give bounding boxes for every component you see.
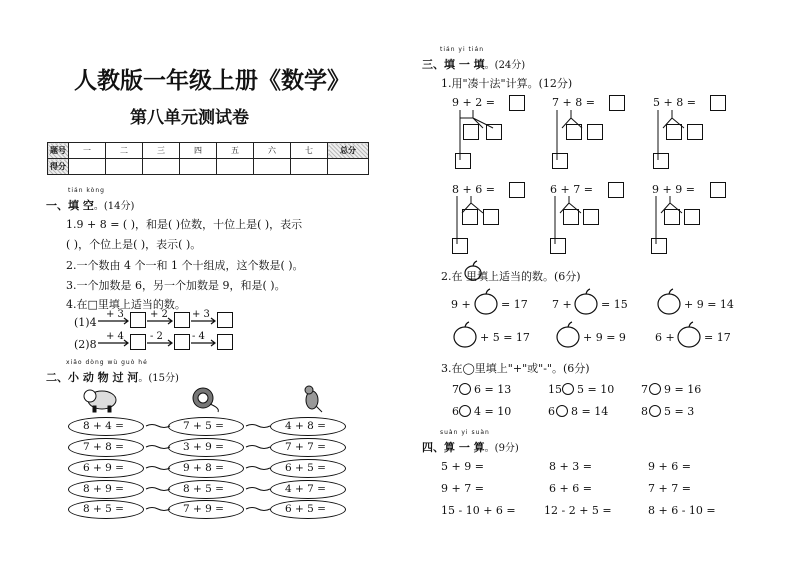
bond-box[interactable] (687, 124, 703, 140)
wave-line (246, 446, 270, 449)
circle-eq-right: 9 = 16 (664, 383, 702, 396)
sec2-pinyin: xiǎo dòng wù guò hé (66, 359, 148, 366)
apple-icon (475, 289, 497, 314)
operator-circle[interactable] (459, 405, 471, 417)
score-header-cell: 六 (254, 143, 291, 159)
bond-box[interactable] (462, 209, 478, 225)
chain2-start: (2)8 (74, 338, 97, 351)
apple-icon (557, 322, 579, 347)
wave-line (146, 488, 170, 491)
circle-eq-right: 8 = 14 (571, 405, 609, 418)
chain1-op: + 2 (150, 309, 168, 320)
chain1-op: + 3 (192, 309, 210, 320)
apple-icon (658, 289, 680, 314)
pig-icon (84, 390, 116, 412)
sec3-number: 三、 (422, 58, 444, 71)
chain2-op: - 2 (150, 331, 163, 342)
bond-equation: 8 + 6 = (452, 183, 495, 196)
score-header-cell: 总分 (328, 143, 369, 159)
river-stone[interactable]: 9 + 8 = (168, 459, 244, 478)
bond-box[interactable] (664, 209, 680, 225)
river-stone[interactable]: 7 + 7 = (270, 438, 346, 457)
sec1-q1-line1: 1.9 + 8 = ( )，和是( )位数，十位上是( )，表示 (66, 218, 303, 231)
answer-box[interactable] (710, 182, 726, 198)
circle-eq-right: 4 = 10 (474, 405, 512, 418)
calc-item: 8 + 3 = (549, 460, 592, 473)
score-header-cell: 三 (143, 143, 180, 159)
arrow-icon (147, 340, 172, 346)
sec3-pinyin: tián yi tián (440, 46, 485, 53)
river-stone[interactable]: 7 + 9 = (168, 500, 244, 519)
apple-icon (454, 322, 476, 347)
river-stone[interactable]: 7 + 8 = (68, 438, 144, 457)
apple-eq-right: = 15 (601, 298, 628, 311)
apple-eq-right: = 17 (704, 331, 731, 344)
circle-eq-left: 7 (641, 383, 648, 396)
wave-line (146, 446, 170, 449)
chain2-op: - 4 (192, 331, 205, 342)
apple-icon (678, 322, 700, 347)
bond-box[interactable] (666, 124, 682, 140)
page-title: 人教版一年级上册《数学》 (74, 68, 350, 94)
apple-eq-right: = 17 (501, 298, 528, 311)
river-stone[interactable]: 8 + 5 = (68, 500, 144, 519)
river-stone[interactable]: 8 + 4 = (68, 417, 144, 436)
circle-eq-left: 6 (452, 405, 459, 418)
sec1-q4: 4.在□里填上适当的数。 (66, 298, 186, 311)
wave-line (246, 488, 270, 491)
circle-eq-left: 15 (548, 383, 562, 396)
score-header-cell: 题号 (48, 143, 69, 159)
river-stone[interactable]: 8 + 9 = (68, 480, 144, 499)
circle-eq-left: 7 (452, 383, 459, 396)
sec4-points: 。(9分) (484, 443, 519, 454)
sec2-title: 小 动 物 过 河 (68, 371, 139, 384)
operator-circle[interactable] (562, 383, 574, 395)
bond-box[interactable] (455, 153, 471, 169)
apple-eq-right: + 9 = 14 (684, 298, 734, 311)
sec1-pinyin: tián kòng (68, 187, 105, 194)
sec4-number: 四、 (422, 441, 444, 454)
wave-line (246, 425, 270, 428)
river-stone[interactable]: 6 + 5 = (270, 500, 346, 519)
bond-box[interactable] (552, 153, 568, 169)
score-header-cell: 一 (69, 143, 106, 159)
score-header-cell: 四 (180, 143, 217, 159)
calc-item: 5 + 9 = (441, 460, 484, 473)
sec1-q3: 3.一个加数是 6，另一个加数是 9，和是( )。 (66, 279, 286, 292)
score-header-cell: 二 (106, 143, 143, 159)
bond-equation: 5 + 8 = (653, 96, 696, 109)
calc-item: 9 + 7 = (441, 482, 484, 495)
circle-eq-left: 8 (641, 405, 648, 418)
wave-line (246, 508, 270, 511)
bond-box[interactable] (463, 124, 479, 140)
arrow-icon (98, 318, 128, 324)
apple-eq-right: + 5 = 17 (480, 331, 530, 344)
chain1-op: + 3 (106, 309, 124, 320)
bond-box[interactable] (587, 124, 603, 140)
river-stone[interactable]: 7 + 5 = (168, 417, 244, 436)
arrow-icon (191, 318, 215, 324)
circle-eq-right: 6 = 13 (474, 383, 512, 396)
answer-box[interactable] (509, 95, 525, 111)
sec3-q2: 2.在 里填上适当的数。(6分) (441, 270, 581, 283)
bond-equation: 6 + 7 = (550, 183, 593, 196)
sec3-points: 。(24分) (484, 60, 526, 71)
score-row-label: 得分 (48, 159, 69, 175)
bond-box[interactable] (583, 209, 599, 225)
river-stone[interactable]: 4 + 7 = (270, 480, 346, 499)
bond-box[interactable] (486, 124, 502, 140)
arrow-icon (191, 340, 215, 346)
bond-equation: 9 + 9 = (652, 183, 695, 196)
circle-eq-right: 5 = 3 (664, 405, 695, 418)
river-stone[interactable]: 6 + 5 = (270, 459, 346, 478)
apple-eq-left: 9 + (451, 298, 471, 311)
lion-icon (193, 388, 218, 412)
wave-line (146, 425, 170, 428)
sec3-q3: 3.在◯里填上"+"或"-"。(6分) (441, 362, 590, 375)
calc-item: 7 + 7 = (648, 482, 691, 495)
wave-line (246, 467, 270, 470)
apple-icon (575, 289, 597, 314)
bond-box[interactable] (483, 209, 499, 225)
sec1-q2: 2.一个数由 4 个一和 1 个十组成，这个数是( )。 (66, 259, 304, 272)
sec4-title: 算 一 算 (444, 441, 485, 454)
bond-box[interactable] (684, 209, 700, 225)
arrow-icon (98, 340, 128, 346)
calc-item: 6 + 6 = (549, 482, 592, 495)
sec1-q1-line2: ( )，个位上是( )，表示( )。 (66, 238, 202, 251)
sec2-points: 。(15分) (138, 373, 179, 384)
apple-eq-left: 7 + (552, 298, 572, 311)
kangaroo-icon (305, 386, 322, 412)
score-header-cell: 七 (291, 143, 328, 159)
sec3-title: 填 一 填 (444, 58, 485, 71)
answer-box[interactable] (609, 95, 625, 111)
circle-eq-right: 5 = 10 (577, 383, 615, 396)
bond-equation: 7 + 8 = (552, 96, 595, 109)
sec2-number: 二、 (46, 371, 68, 384)
chain2-op: + 4 (106, 331, 124, 342)
bond-box[interactable] (651, 238, 667, 254)
circle-eq-left: 6 (548, 405, 555, 418)
answer-box[interactable] (710, 95, 726, 111)
bond-box[interactable] (563, 209, 579, 225)
arrow-icon (147, 318, 172, 324)
bond-equation: 9 + 2 = (452, 96, 495, 109)
sec3-q1: 1.用"凑十法"计算。(12分) (441, 77, 573, 90)
river-stone[interactable]: 4 + 8 = (270, 417, 346, 436)
calc-item: 8 + 6 - 10 = (648, 504, 716, 517)
apple-eq-right: + 9 = 9 (583, 331, 626, 344)
bond-box[interactable] (452, 238, 468, 254)
apple-eq-left: 6 + (655, 331, 675, 344)
bond-box[interactable] (566, 124, 582, 140)
operator-circle[interactable] (649, 383, 661, 395)
operator-circle[interactable] (649, 405, 661, 417)
wave-line (146, 467, 170, 470)
chain1-start: (1)4 (74, 316, 97, 329)
sec4-heading (422, 436, 519, 455)
calc-item: 9 + 6 = (648, 460, 691, 473)
sec3-heading (422, 53, 525, 72)
answer-box[interactable] (608, 182, 624, 198)
wave-line (146, 508, 170, 511)
bond-box[interactable] (653, 153, 669, 169)
river-stone[interactable]: 8 + 5 = (168, 480, 244, 499)
bond-box[interactable] (550, 238, 566, 254)
calc-item: 15 - 10 + 6 = (441, 504, 516, 517)
river-stone[interactable]: 6 + 9 = (68, 459, 144, 478)
operator-circle[interactable] (556, 405, 568, 417)
answer-box[interactable] (509, 182, 525, 198)
operator-circle[interactable] (459, 383, 471, 395)
sec4-pinyin: suàn yi suàn (440, 429, 490, 436)
river-stone[interactable]: 3 + 9 = (168, 438, 244, 457)
sec1-title: 填 空 (68, 199, 94, 212)
sec1-number: 一、 (46, 199, 68, 212)
page-subtitle: 第八单元测试卷 (130, 108, 249, 128)
calc-item: 12 - 2 + 5 = (544, 504, 612, 517)
sec1-points: 。(14分) (93, 201, 135, 212)
score-header-cell: 五 (217, 143, 254, 159)
